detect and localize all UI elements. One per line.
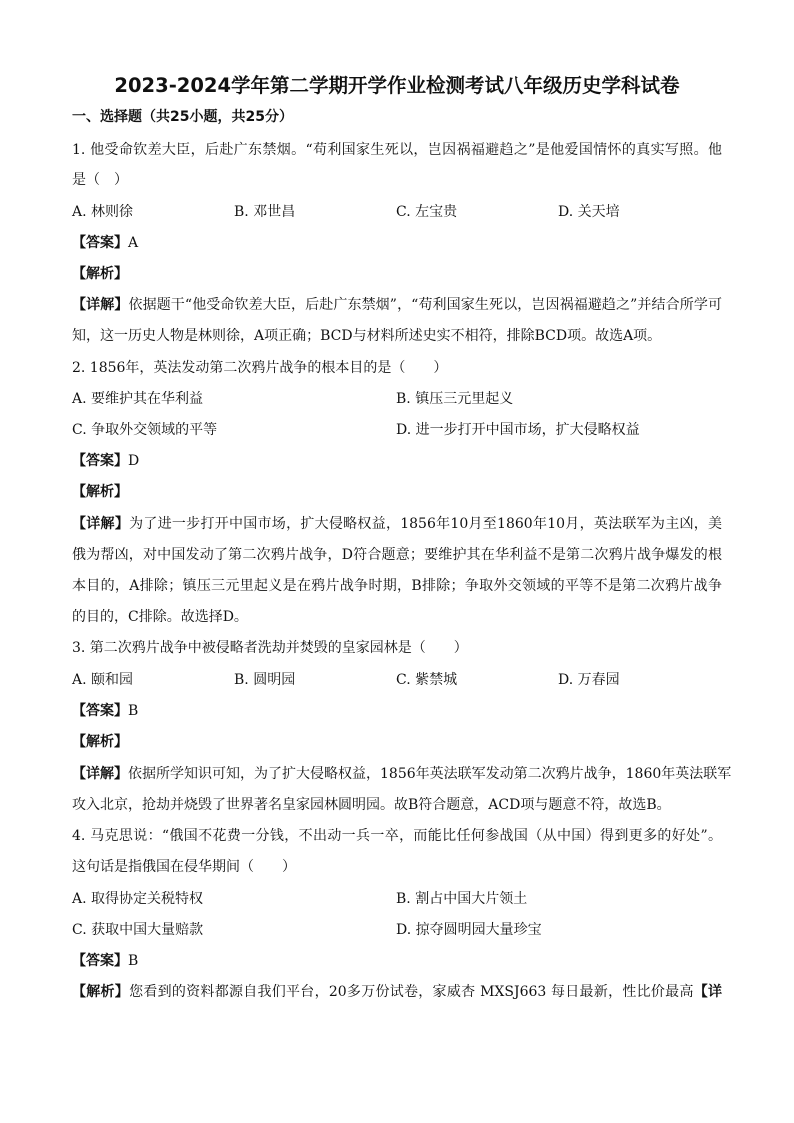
q1-detail-line1: 【详解】依据题干“他受命钦差大臣，后赴广东禁烟”，“苟利国家生死以，岂因祸福避趋之”并结合所学可 [72,297,722,313]
q2-option-c: C. 争取外交领域的平等 [72,422,218,438]
q3-option-b: B. 圆明园 [234,672,296,688]
q2-option-d: D. 进一步打开中国市场，扩大侵略权益 [396,422,640,438]
q1-option-d: D. 关天培 [558,204,620,220]
q3-detail-line2: 攻入北京，抢劫并烧毁了世界著名皇家园林圆明园。故B符合题意，ACD项与题意不符，故选B。 [72,797,671,813]
detail-label-truncated: 【详 [693,984,722,1000]
q4-stem-line1: 4. 马克思说：“俄国不花费一分钱，不出动一兵一卒，而能比任何参战国（从中国）得到更多的好处”。 [72,828,722,844]
q3-detail-line1: 【详解】依据所学知识可知，为了扩大侵略权益，1856年英法联军发动第二次鸦片战争，1860年英法联军 [72,766,732,782]
q2-detail-line3: 本目的，A排除；镇压三元里起义是在鸦片战争时期，B排除；争取外交领域的平等不是第二次鸦片战争 [72,578,722,594]
q3-option-a: A. 颐和园 [72,672,134,688]
q3-analysis-label: 【解析】 [72,734,128,750]
q4-stem-line2: 这句话是指俄国在侵华期间（ ） [72,859,296,875]
q2-answer: 【答案】D [72,453,140,469]
q1-option-b: B. 邓世昌 [234,204,296,220]
promo-text: 您看到的资料都源自我们平台，20多万份试卷，家威杏 MXSJ663 每日最新，性比价最高 [129,984,694,1000]
q1-option-c: C. 左宝贵 [396,204,458,220]
q2-stem: 2. 1856年，英法发动第二次鸦片战争的根本目的是（ ） [72,360,448,376]
answer-label: 【答案】 [72,235,128,251]
q2-detail-line1: 【详解】为了进一步打开中国市场，扩大侵略权益，1856年10月至1860年10月，英法联军为主凶，美 [72,516,723,532]
q3-answer: 【答案】B [72,703,139,719]
section-heading: 一、选择题（共25小题，共25分） [72,109,293,125]
exam-title: 2023-2024学年第二学期开学作业检测考试八年级历史学科试卷 [114,74,680,97]
q2-detail-line4: 的目的，C排除。故选择D。 [72,609,248,625]
q1-answer-value: A [128,235,139,251]
q4-option-b: B. 割占中国大片领土 [396,891,528,907]
q2-analysis-label: 【解析】 [72,484,128,500]
q1-answer [72,233,138,253]
q4-answer-value: B [128,953,139,969]
q3-option-c: C. 紫禁城 [396,672,458,688]
q1-detail-line2: 知，这一历史人物是林则徐，A项正确；BCD与材料所述史实不相符，排除BCD项。故选A项。 [72,328,662,344]
q2-option-b: B. 镇压三元里起义 [396,391,514,407]
detail-label: 【详解】 [72,297,129,313]
q3-answer-value: B [128,703,139,719]
q1-analysis-label: 【解析】 [72,266,128,282]
q4-option-c: C. 获取中国大量赔款 [72,922,204,938]
q2-detail-line2: 俄为帮凶，对中国发动了第二次鸦片战争，D符合题意；要维护其在华利益不是第二次鸦片战争爆发的根 [72,547,722,563]
q4-option-a: A. 取得协定关税特权 [72,891,204,907]
q2-answer-value: D [128,453,140,469]
q1-stem-line1: 1. 他受命钦差大臣，后赴广东禁烟。“苟利国家生死以，岂因祸福避趋之”是他爱国情怀的真实写照。他 [72,142,722,158]
q3-stem: 3. 第二次鸦片战争中被侵略者洗劫并焚毁的皇家园林是（ ） [72,640,468,656]
q1-option-a: A. 林则徐 [72,204,134,220]
q1-stem-line2: 是（ ） [72,172,128,188]
q4-answer: 【答案】B [72,953,139,969]
q3-option-d: D. 万春园 [558,672,620,688]
q4-option-d: D. 掠夺圆明园大量珍宝 [396,922,542,938]
q4-analysis-line: 【解析】您看到的资料都源自我们平台，20多万份试卷，家威杏 MXSJ663 每日最新，性比价最高【详 [72,984,722,1000]
q2-option-a: A. 要维护其在华利益 [72,391,204,407]
